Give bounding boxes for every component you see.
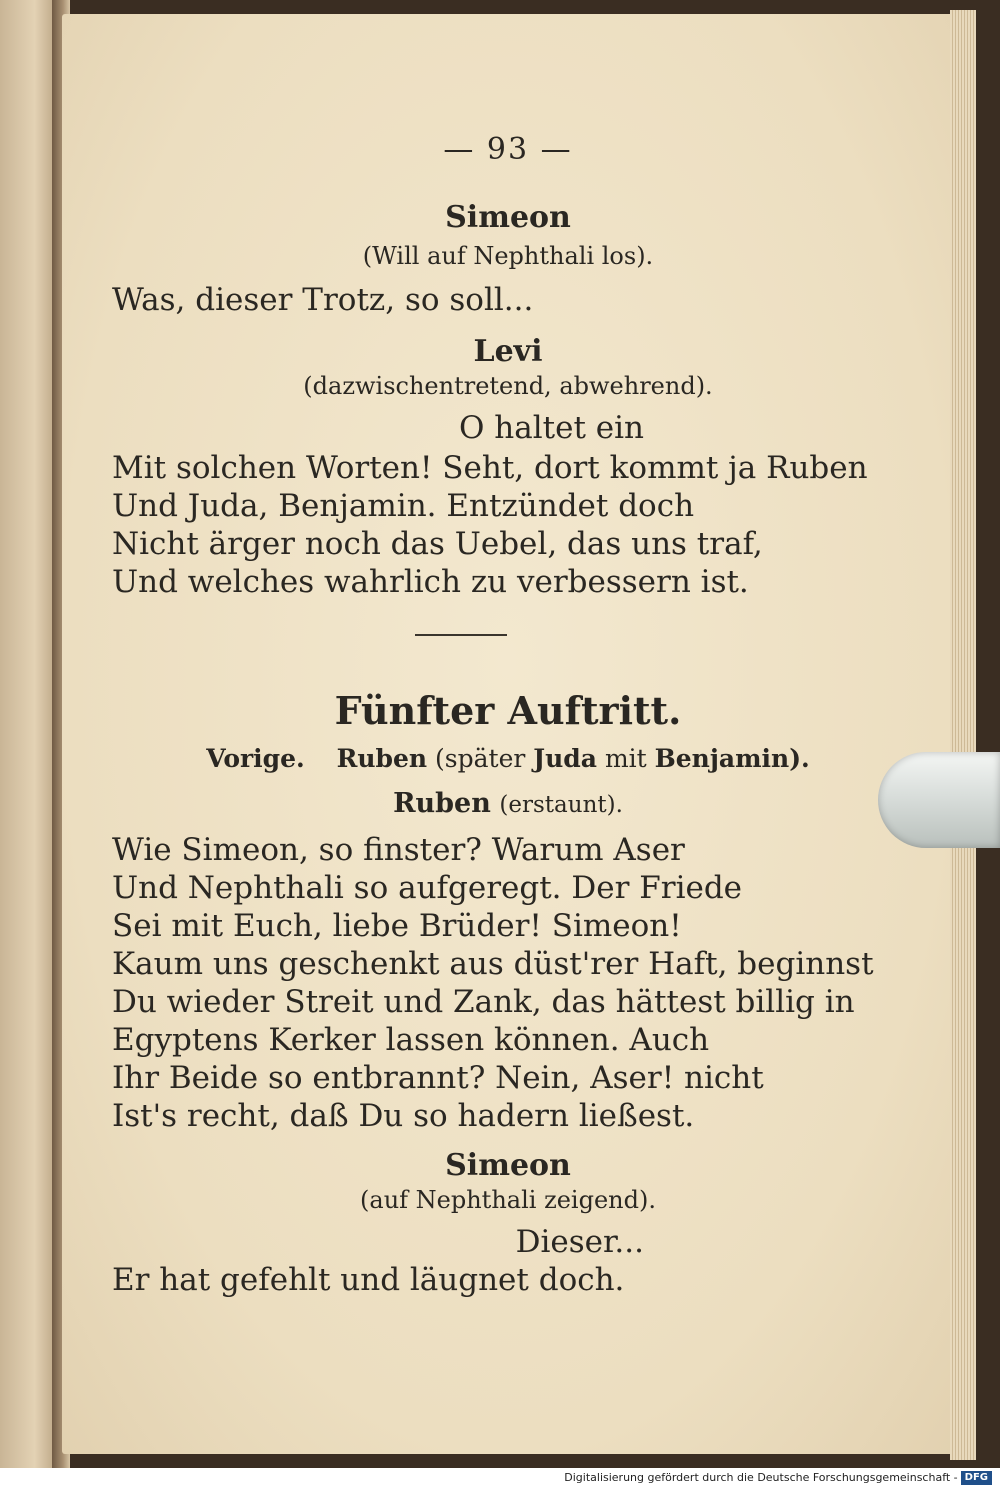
verse-line: Sei mit Euch, liebe Brüder! Simeon! (112, 908, 682, 944)
persons-benjamin: Benjamin). (654, 744, 810, 773)
verse-line: Und Juda, Benjamin. Entzündet doch (112, 488, 695, 524)
persons-later: (später (435, 744, 526, 773)
speaker-levi: Levi (473, 334, 543, 369)
verse-line: Er hat gefehlt und läugnet doch. (112, 1262, 625, 1298)
verse-line: Mit solchen Worten! Seht, dort kommt ja Ruben (112, 450, 868, 486)
persons-previous: Vorige. (206, 744, 305, 773)
verse-line: Ist's recht, daß Du so hadern ließest. (112, 1098, 695, 1134)
stage-direction: (Will auf Nephthali los). (362, 242, 654, 270)
dfg-logo: DFG (961, 1471, 992, 1485)
verse-line: Und welches wahrlich zu verbessern ist. (112, 564, 749, 600)
speaker-ruben-line (62, 788, 954, 819)
scene-heading: Fünfter Auftritt. (334, 688, 682, 733)
speaker-simeon: Simeon (445, 1148, 571, 1183)
persons-ruben: Ruben (336, 744, 428, 773)
verse-line: Kaum uns geschenkt aus düst'rer Haft, beginnst (112, 946, 874, 982)
stage-direction: (erstaunt). (499, 792, 623, 818)
stage-direction: (dazwischentretend, abwehrend). (303, 372, 713, 400)
verse-line: Du wieder Streit und Zank, das hättest billig in (112, 984, 855, 1020)
verse-line: Ihr Beide so entbrannt? Nein, Aser! nicht (112, 1060, 764, 1096)
stage-direction: (auf Nephthali zeigend). (360, 1186, 656, 1214)
verse-line: O haltet ein (459, 410, 644, 446)
section-divider (415, 634, 507, 636)
footer-credit: Digitalisierung gefördert durch die Deutsche Forschungsgemeinschaft - (564, 1471, 958, 1484)
verse-line: Wie Simeon, so finster? Warum Aser (112, 832, 685, 868)
verse-line: Und Nephthali so aufgeregt. Der Friede (112, 870, 743, 906)
verse-line: Was, dieser Trotz, so soll... (112, 282, 534, 318)
page-number: — 93 — (443, 132, 573, 167)
speaker-ruben: Ruben (393, 788, 491, 819)
persons-with: mit (604, 744, 647, 773)
scene-persons (62, 744, 954, 773)
digitization-footer (0, 1468, 1000, 1487)
verse-line: Dieser... (515, 1224, 644, 1260)
verse-line: Egyptens Kerker lassen können. Auch (112, 1022, 710, 1058)
left-page-edge (0, 0, 58, 1468)
speaker-simeon: Simeon (445, 200, 571, 235)
verse-line: Nicht ärger noch das Uebel, das uns traf, (112, 526, 763, 562)
persons-juda: Juda (533, 744, 597, 773)
